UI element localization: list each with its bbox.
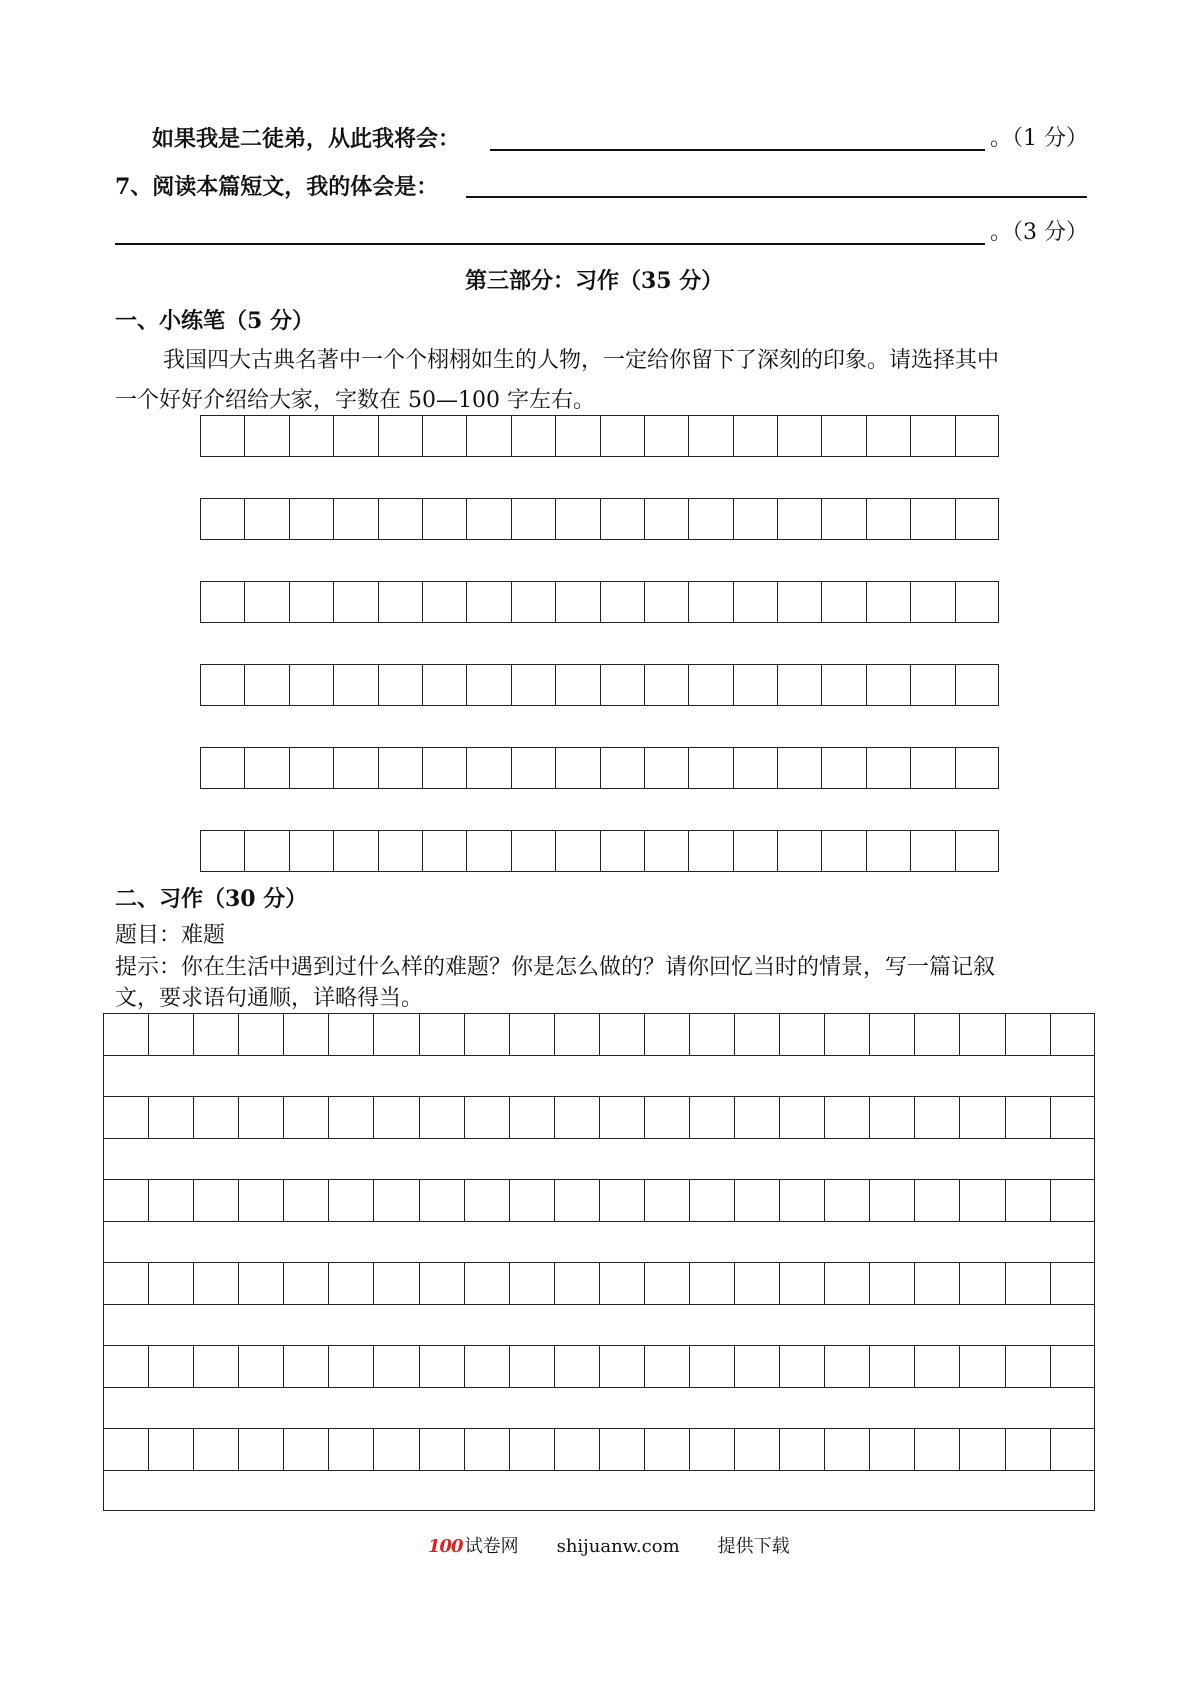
grid-cell[interactable] (374, 1014, 419, 1055)
grid-cell[interactable] (735, 1014, 780, 1055)
grid-cell[interactable] (601, 416, 645, 456)
grid-cell[interactable] (194, 1346, 239, 1387)
grid-cell[interactable] (555, 1429, 600, 1470)
grid-cell[interactable] (334, 582, 378, 622)
grid-cell[interactable] (379, 831, 423, 871)
q6-answer-line[interactable] (490, 149, 985, 151)
grid-cell[interactable] (245, 416, 289, 456)
grid-cell[interactable] (1006, 1263, 1051, 1304)
site-domain[interactable]: shijuanw.com (556, 1536, 680, 1557)
grid-cell[interactable] (556, 582, 600, 622)
grid-cell[interactable] (645, 1263, 690, 1304)
grid-cell[interactable] (689, 499, 733, 539)
grid-cell[interactable] (734, 416, 778, 456)
grid-cell[interactable] (645, 582, 689, 622)
grid-cell[interactable] (911, 665, 955, 705)
grid-cell[interactable] (689, 582, 733, 622)
grid-cell[interactable] (512, 416, 556, 456)
grid-cell[interactable] (956, 582, 1000, 622)
grid-cell[interactable] (600, 1346, 645, 1387)
grid-cell[interactable] (867, 582, 911, 622)
grid-cell[interactable] (735, 1346, 780, 1387)
grid-cell[interactable] (956, 665, 1000, 705)
grid-cell[interactable] (284, 1263, 329, 1304)
section1-prompt-line1: 我国四大古典名著中一个个栩栩如生的人物，一定给你留下了深刻的印象。请选择其中 (163, 348, 1000, 373)
grid-cell[interactable] (379, 748, 423, 788)
grid-cell[interactable] (555, 1014, 600, 1055)
grid-cell[interactable] (689, 665, 733, 705)
grid-cell[interactable] (600, 1429, 645, 1470)
grid-cell[interactable] (465, 1429, 510, 1470)
grid-cell[interactable] (645, 831, 689, 871)
grid-cell[interactable] (374, 1346, 419, 1387)
grid-cell[interactable] (778, 582, 822, 622)
grid-cell[interactable] (870, 1097, 915, 1138)
grid-cell[interactable] (467, 416, 511, 456)
grid-cell[interactable] (825, 1180, 870, 1221)
grid-cell[interactable] (334, 416, 378, 456)
grid-cell[interactable] (555, 1346, 600, 1387)
grid-cell[interactable] (870, 1346, 915, 1387)
grid-cell[interactable] (194, 1180, 239, 1221)
grid-cell[interactable] (1006, 1097, 1051, 1138)
essay-grid-row[interactable] (103, 1013, 1095, 1055)
footer-tagline: 提供下载 (717, 1536, 790, 1557)
grid-cell[interactable] (825, 1429, 870, 1470)
grid-cell[interactable] (420, 1097, 465, 1138)
grid-cell[interactable] (1051, 1097, 1096, 1138)
grid-cell[interactable] (334, 748, 378, 788)
grid-cell[interactable] (867, 665, 911, 705)
grid-cell[interactable] (201, 831, 245, 871)
grid-cell[interactable] (867, 416, 911, 456)
grid-cell[interactable] (600, 1014, 645, 1055)
grid-cell[interactable] (374, 1429, 419, 1470)
grid-cell[interactable] (556, 499, 600, 539)
grid-cell[interactable] (867, 499, 911, 539)
grid-cell[interactable] (284, 1429, 329, 1470)
grid-cell[interactable] (334, 831, 378, 871)
grid-cell[interactable] (822, 416, 866, 456)
grid-cell[interactable] (780, 1180, 825, 1221)
grid-cell[interactable] (690, 1429, 735, 1470)
grid-cell[interactable] (555, 1263, 600, 1304)
grid-cell[interactable] (915, 1014, 960, 1055)
grid-cell[interactable] (201, 748, 245, 788)
grid-cell[interactable] (870, 1429, 915, 1470)
essay-spacer-row (103, 1387, 1095, 1429)
grid-cell[interactable] (825, 1263, 870, 1304)
grid-cell[interactable] (825, 1014, 870, 1055)
grid-cell[interactable] (956, 416, 1000, 456)
grid-cell[interactable] (645, 499, 689, 539)
practice-grid-row[interactable] (200, 498, 999, 540)
grid-cell[interactable] (778, 499, 822, 539)
grid-cell[interactable] (690, 1180, 735, 1221)
grid-cell[interactable] (104, 1429, 149, 1470)
grid-cell[interactable] (778, 416, 822, 456)
grid-cell[interactable] (512, 831, 556, 871)
grid-cell[interactable] (467, 499, 511, 539)
grid-cell[interactable] (104, 1263, 149, 1304)
grid-cell[interactable] (423, 665, 467, 705)
grid-cell[interactable] (956, 748, 1000, 788)
footer (428, 1532, 790, 1558)
grid-cell[interactable] (960, 1097, 1005, 1138)
practice-grid-row[interactable] (200, 581, 999, 623)
grid-cell[interactable] (867, 748, 911, 788)
grid-cell[interactable] (374, 1263, 419, 1304)
grid-cell[interactable] (870, 1014, 915, 1055)
essay-spacer-row (103, 1304, 1095, 1346)
q7-prompt: 7、阅读本篇短文，我的体会是： (115, 174, 439, 200)
grid-cell[interactable] (334, 499, 378, 539)
grid-cell[interactable] (645, 665, 689, 705)
grid-cell[interactable] (600, 1263, 645, 1304)
grid-cell[interactable] (556, 416, 600, 456)
essay-spacer-row (103, 1470, 1095, 1512)
essay-spacer-row (103, 1055, 1095, 1097)
grid-cell[interactable] (379, 499, 423, 539)
grid-cell[interactable] (290, 748, 334, 788)
grid-cell[interactable] (1051, 1263, 1096, 1304)
grid-cell[interactable] (334, 665, 378, 705)
grid-cell[interactable] (911, 748, 955, 788)
grid-cell[interactable] (467, 665, 511, 705)
q6-score: 。（1 分） (990, 126, 1088, 151)
grid-cell[interactable] (735, 1180, 780, 1221)
essay-grid-row[interactable] (103, 1262, 1095, 1304)
grid-cell[interactable] (645, 1346, 690, 1387)
grid-cell[interactable] (645, 1429, 690, 1470)
grid-cell[interactable] (960, 1014, 1005, 1055)
grid-cell[interactable] (825, 1097, 870, 1138)
grid-cell[interactable] (645, 1180, 690, 1221)
grid-cell[interactable] (555, 1180, 600, 1221)
grid-cell[interactable] (290, 416, 334, 456)
grid-cell[interactable] (329, 1263, 374, 1304)
grid-cell[interactable] (329, 1097, 374, 1138)
grid-cell[interactable] (201, 499, 245, 539)
grid-cell[interactable] (780, 1263, 825, 1304)
part3-title: 第三部分：习作（35 分） (465, 268, 724, 294)
q7-score: 。（3 分） (990, 220, 1088, 245)
grid-cell[interactable] (510, 1346, 555, 1387)
grid-cell[interactable] (423, 582, 467, 622)
grid-cell[interactable] (423, 831, 467, 871)
essay-spacer-row (103, 1221, 1095, 1263)
grid-cell[interactable] (379, 665, 423, 705)
grid-cell[interactable] (600, 1097, 645, 1138)
grid-cell[interactable] (510, 1180, 555, 1221)
grid-cell[interactable] (1051, 1014, 1096, 1055)
grid-cell[interactable] (867, 831, 911, 871)
grid-cell[interactable] (245, 499, 289, 539)
essay-hint-line1: 提示：你在生活中遇到过什么样的难题？你是怎么做的？请你回忆当时的情景，写一篇记叙 (115, 955, 996, 980)
grid-cell[interactable] (149, 1346, 194, 1387)
grid-cell[interactable] (915, 1429, 960, 1470)
grid-cell[interactable] (420, 1263, 465, 1304)
grid-cell[interactable] (284, 1097, 329, 1138)
grid-cell[interactable] (822, 748, 866, 788)
grid-cell[interactable] (465, 1263, 510, 1304)
grid-cell[interactable] (956, 499, 1000, 539)
grid-cell[interactable] (734, 831, 778, 871)
grid-cell[interactable] (600, 1180, 645, 1221)
grid-cell[interactable] (960, 1346, 1005, 1387)
grid-cell[interactable] (1006, 1014, 1051, 1055)
grid-cell[interactable] (780, 1014, 825, 1055)
grid-cell[interactable] (1051, 1346, 1096, 1387)
grid-cell[interactable] (1006, 1346, 1051, 1387)
grid-cell[interactable] (870, 1263, 915, 1304)
grid-cell[interactable] (822, 831, 866, 871)
grid-cell[interactable] (734, 582, 778, 622)
grid-cell[interactable] (239, 1180, 284, 1221)
grid-cell[interactable] (512, 499, 556, 539)
grid-cell[interactable] (822, 582, 866, 622)
grid-cell[interactable] (778, 831, 822, 871)
essay-grid-row[interactable] (103, 1179, 1095, 1221)
grid-cell[interactable] (467, 831, 511, 871)
grid-cell[interactable] (780, 1097, 825, 1138)
q6-answer-prompt: 如果我是二徒弟，从此我将会： (152, 126, 461, 152)
grid-cell[interactable] (104, 1346, 149, 1387)
grid-cell[interactable] (510, 1097, 555, 1138)
essay-hint-line2: 文，要求语句通顺，详略得当。 (115, 986, 424, 1011)
grid-cell[interactable] (284, 1014, 329, 1055)
grid-cell[interactable] (689, 748, 733, 788)
essay-spacer-row (103, 1138, 1095, 1180)
grid-cell[interactable] (420, 1429, 465, 1470)
grid-cell[interactable] (239, 1263, 284, 1304)
grid-cell[interactable] (512, 582, 556, 622)
grid-cell[interactable] (104, 1097, 149, 1138)
grid-cell[interactable] (510, 1429, 555, 1470)
grid-cell[interactable] (601, 748, 645, 788)
grid-cell[interactable] (778, 748, 822, 788)
grid-cell[interactable] (911, 831, 955, 871)
grid-cell[interactable] (374, 1180, 419, 1221)
grid-cell[interactable] (915, 1263, 960, 1304)
essay-grid-row[interactable] (103, 1096, 1095, 1138)
grid-cell[interactable] (870, 1180, 915, 1221)
q7-answer-line-1[interactable] (466, 196, 1087, 198)
grid-cell[interactable] (690, 1263, 735, 1304)
grid-cell[interactable] (290, 831, 334, 871)
grid-cell[interactable] (194, 1263, 239, 1304)
grid-cell[interactable] (956, 831, 1000, 871)
grid-cell[interactable] (104, 1014, 149, 1055)
essay-topic: 题目：难题 (115, 923, 226, 948)
grid-cell[interactable] (1006, 1429, 1051, 1470)
grid-cell[interactable] (329, 1429, 374, 1470)
grid-cell[interactable] (735, 1097, 780, 1138)
section1-prompt-line2: 一个好好介绍给大家，字数在 50—100 字左右。 (115, 388, 595, 413)
grid-cell[interactable] (245, 582, 289, 622)
grid-cell[interactable] (420, 1014, 465, 1055)
grid-cell[interactable] (201, 665, 245, 705)
grid-cell[interactable] (284, 1346, 329, 1387)
grid-cell[interactable] (911, 499, 955, 539)
grid-cell[interactable] (734, 748, 778, 788)
grid-cell[interactable] (690, 1014, 735, 1055)
grid-cell[interactable] (329, 1014, 374, 1055)
grid-cell[interactable] (645, 748, 689, 788)
q7-answer-line-2[interactable] (115, 243, 985, 245)
grid-cell[interactable] (735, 1429, 780, 1470)
grid-cell[interactable] (149, 1180, 194, 1221)
grid-cell[interactable] (201, 416, 245, 456)
grid-cell[interactable] (329, 1346, 374, 1387)
grid-cell[interactable] (465, 1346, 510, 1387)
essay-grid-row[interactable] (103, 1345, 1095, 1387)
grid-cell[interactable] (1051, 1180, 1096, 1221)
grid-cell[interactable] (245, 831, 289, 871)
grid-cell[interactable] (911, 582, 955, 622)
grid-cell[interactable] (556, 831, 600, 871)
grid-cell[interactable] (290, 582, 334, 622)
grid-cell[interactable] (149, 1014, 194, 1055)
grid-cell[interactable] (601, 499, 645, 539)
practice-grid-row[interactable] (200, 664, 999, 706)
grid-cell[interactable] (645, 1014, 690, 1055)
grid-cell[interactable] (556, 748, 600, 788)
grid-cell[interactable] (960, 1263, 1005, 1304)
grid-cell[interactable] (911, 416, 955, 456)
site-name: 试卷网 (464, 1536, 519, 1557)
grid-cell[interactable] (423, 416, 467, 456)
grid-cell[interactable] (689, 416, 733, 456)
grid-cell[interactable] (1051, 1429, 1096, 1470)
essay-grid-row[interactable] (103, 1428, 1095, 1470)
grid-cell[interactable] (290, 665, 334, 705)
grid-cell[interactable] (601, 582, 645, 622)
grid-cell[interactable] (822, 665, 866, 705)
grid-cell[interactable] (245, 748, 289, 788)
grid-cell[interactable] (420, 1180, 465, 1221)
grid-cell[interactable] (465, 1180, 510, 1221)
grid-cell[interactable] (329, 1180, 374, 1221)
grid-cell[interactable] (194, 1097, 239, 1138)
grid-cell[interactable] (555, 1097, 600, 1138)
grid-cell[interactable] (239, 1346, 284, 1387)
grid-cell[interactable] (423, 748, 467, 788)
grid-cell[interactable] (284, 1180, 329, 1221)
grid-cell[interactable] (149, 1429, 194, 1470)
grid-cell[interactable] (467, 748, 511, 788)
grid-cell[interactable] (822, 499, 866, 539)
grid-cell[interactable] (780, 1346, 825, 1387)
grid-cell[interactable] (149, 1097, 194, 1138)
grid-cell[interactable] (690, 1097, 735, 1138)
grid-cell[interactable] (239, 1014, 284, 1055)
grid-cell[interactable] (689, 831, 733, 871)
section2-heading: 二、习作（30 分） (115, 886, 308, 912)
practice-grid-row[interactable] (200, 830, 999, 872)
section1-heading: 一、小练笔（5 分） (115, 308, 314, 334)
grid-cell[interactable] (467, 582, 511, 622)
grid-cell[interactable] (734, 499, 778, 539)
grid-cell[interactable] (239, 1429, 284, 1470)
grid-cell[interactable] (420, 1346, 465, 1387)
grid-cell[interactable] (245, 665, 289, 705)
grid-cell[interactable] (379, 416, 423, 456)
grid-cell[interactable] (960, 1429, 1005, 1470)
grid-cell[interactable] (194, 1429, 239, 1470)
grid-cell[interactable] (556, 665, 600, 705)
grid-cell[interactable] (290, 499, 334, 539)
grid-cell[interactable] (465, 1014, 510, 1055)
grid-cell[interactable] (512, 748, 556, 788)
grid-cell[interactable] (201, 582, 245, 622)
practice-grid-row[interactable] (200, 415, 999, 457)
grid-cell[interactable] (915, 1180, 960, 1221)
grid-cell[interactable] (465, 1097, 510, 1138)
grid-cell[interactable] (374, 1097, 419, 1138)
grid-cell[interactable] (960, 1180, 1005, 1221)
practice-grid-row[interactable] (200, 747, 999, 789)
grid-cell[interactable] (239, 1097, 284, 1138)
grid-cell[interactable] (194, 1014, 239, 1055)
grid-cell[interactable] (104, 1180, 149, 1221)
grid-cell[interactable] (780, 1429, 825, 1470)
grid-cell[interactable] (1006, 1180, 1051, 1221)
grid-cell[interactable] (734, 665, 778, 705)
grid-cell[interactable] (601, 831, 645, 871)
grid-cell[interactable] (645, 1097, 690, 1138)
grid-cell[interactable] (601, 665, 645, 705)
grid-cell[interactable] (510, 1263, 555, 1304)
grid-cell[interactable] (915, 1346, 960, 1387)
grid-cell[interactable] (149, 1263, 194, 1304)
grid-cell[interactable] (825, 1346, 870, 1387)
grid-cell[interactable] (915, 1097, 960, 1138)
site-logo: 100 (428, 1536, 463, 1557)
grid-cell[interactable] (735, 1263, 780, 1304)
grid-cell[interactable] (512, 665, 556, 705)
grid-cell[interactable] (690, 1346, 735, 1387)
grid-cell[interactable] (510, 1014, 555, 1055)
grid-cell[interactable] (379, 582, 423, 622)
grid-cell[interactable] (778, 665, 822, 705)
grid-cell[interactable] (423, 499, 467, 539)
grid-cell[interactable] (645, 416, 689, 456)
